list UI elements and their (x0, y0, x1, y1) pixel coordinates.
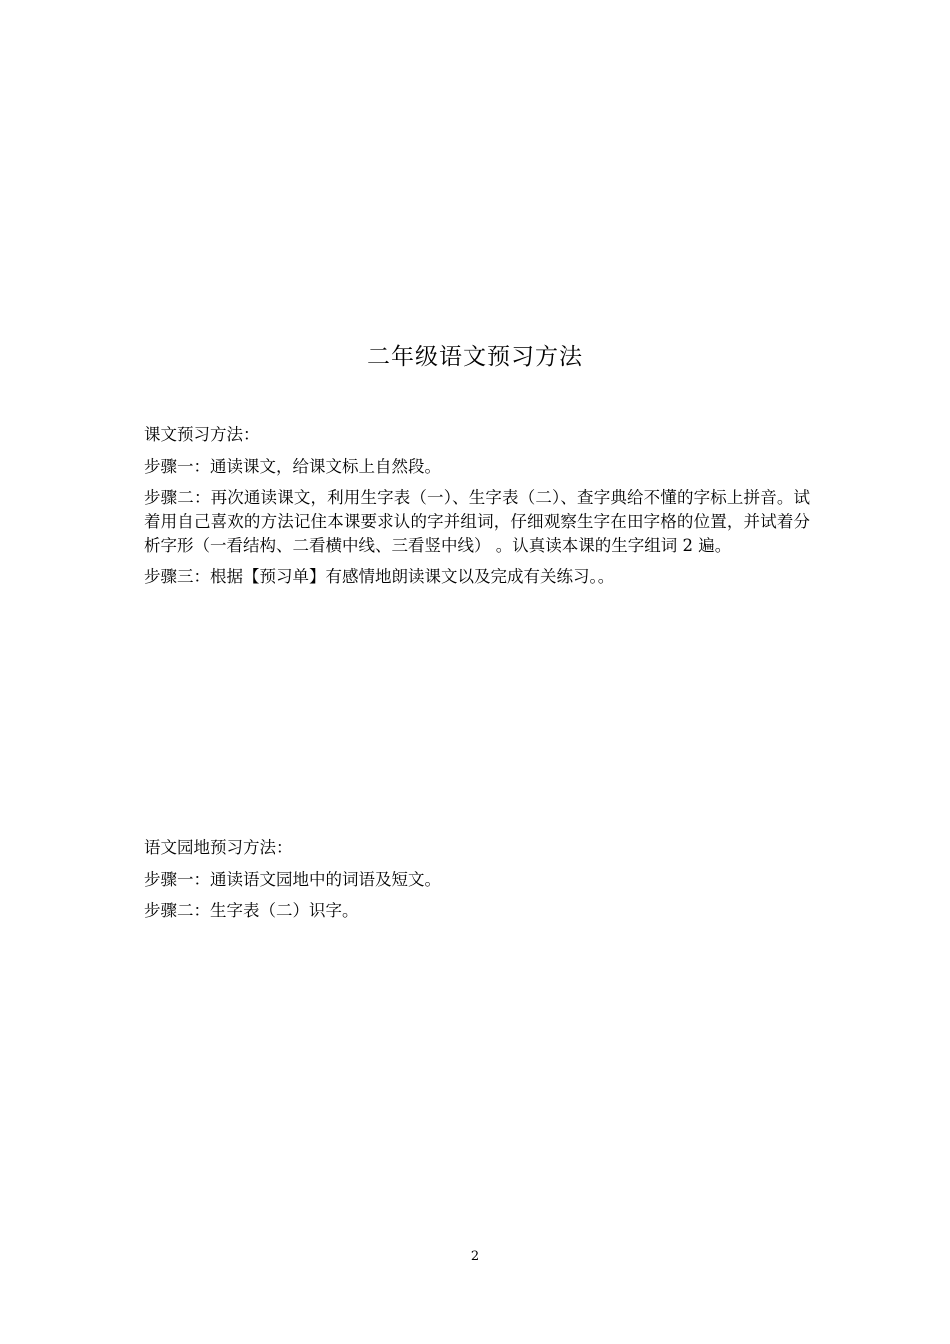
lesson-step-2: 步骤二：再次通读课文，利用生字表（一）、生字表（二）、查字典给不懂的字标上拼音。试着用自己喜欢的方法记住本课要求认的字并组词，仔细观察生字在田字格的位置，并试着分析字形（一看结构、二看横中线、三看竖中线） 。认真读本课的生字组词 2 遍。 (144, 488, 810, 555)
garden-step-2: 步骤二：生字表（二）识字。 (144, 901, 359, 920)
lesson-preview-heading: 课文预习方法： (144, 425, 260, 444)
document-title: 二年级语文预习方法 (367, 344, 583, 370)
lesson-step-3: 步骤三：根据【预习单】有感情地朗读课文以及完成有关练习。。 (144, 567, 615, 586)
garden-step-1: 步骤一：通读语文园地中的词语及短文。 (144, 870, 441, 889)
page-number: 2 (470, 1249, 480, 1264)
language-garden-section (144, 836, 810, 930)
lesson-step-1: 步骤一：通读课文，给课文标上自然段。 (144, 457, 441, 476)
language-garden-heading: 语文园地预习方法： (144, 838, 293, 857)
lesson-preview-section (144, 423, 810, 596)
